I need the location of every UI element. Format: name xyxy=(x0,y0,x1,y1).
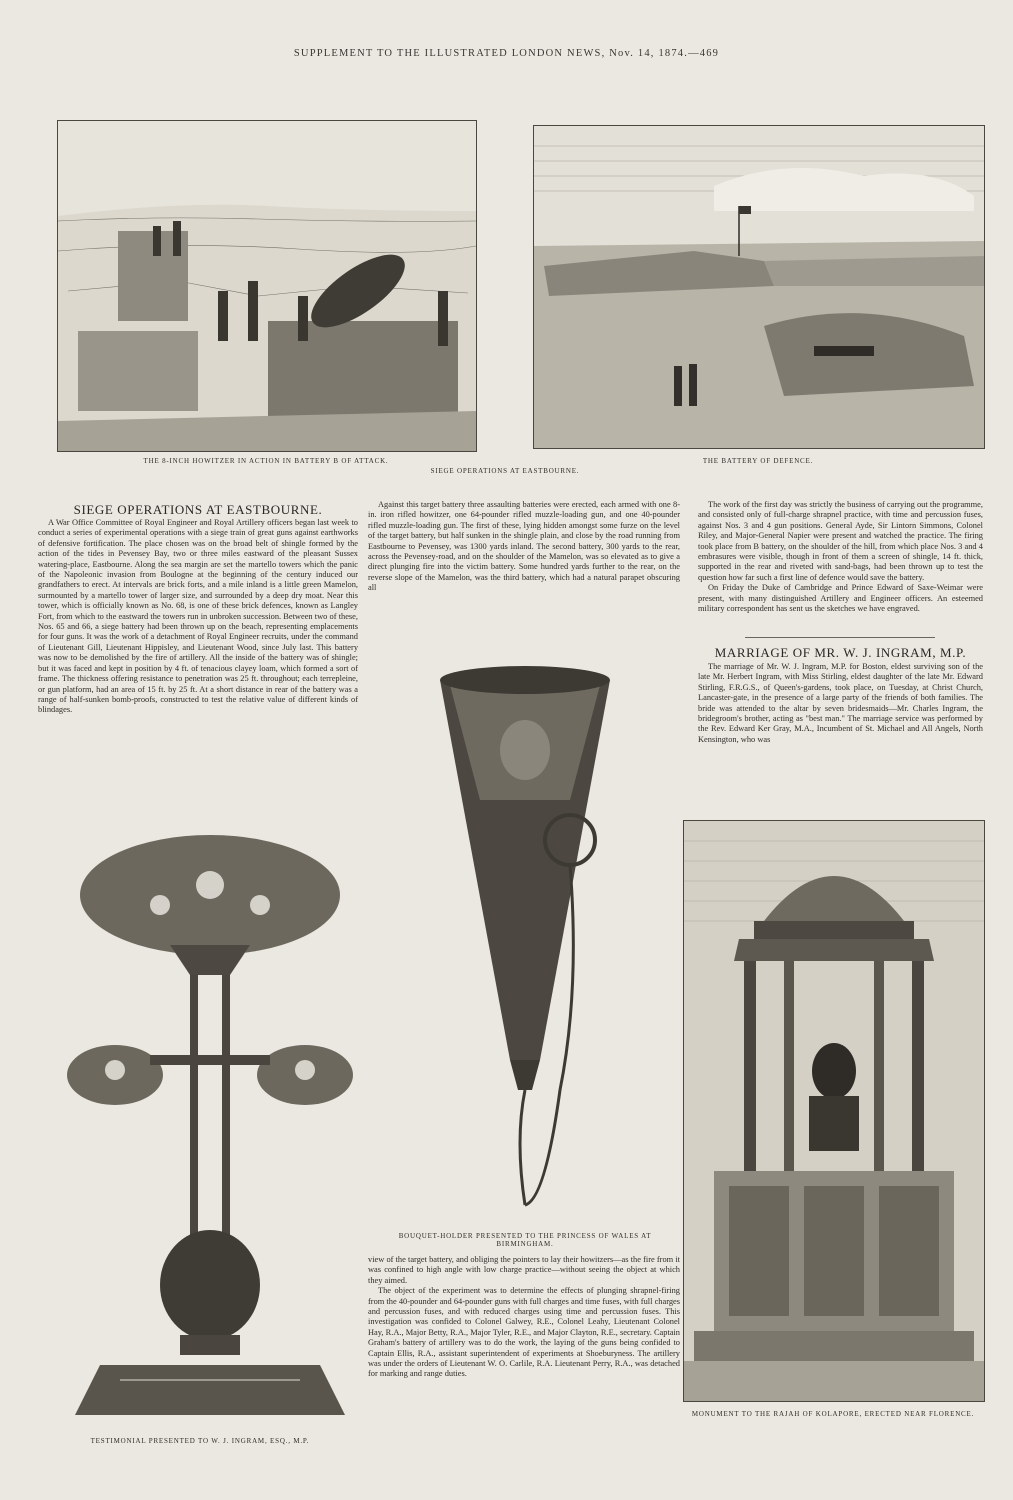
article-paragraph: Against this target battery three assaulting batteries were erected, each armed with one 8-in. iron rifled howitzer, one 64-pounder rifled muzzle-loading gun, and one 40-pounder rifled muzzle-loading gun. The first of these, lying hidden amongst some furze on the level of the target battery, but half sunken in the shingle plain, and close by the road running from Eastbourne to Pevensey, was 1300 yards inland. The second battery, 300 yards to the rear, across the Pevensey-road, and on the shoulder of the Mamelon, was so elevated as to give a direct plunging fire into the victim battery. Some hundred yards further to the rear, on the reverse slope of the Mamelon, was the third battery, which had a natural parapet obscuring all xyxy=(368,500,680,593)
siege-caption: SIEGE OPERATIONS AT EASTBOURNE. xyxy=(430,467,580,475)
bouquet-holder-engraving xyxy=(420,640,630,1220)
article-column-3 xyxy=(698,500,983,635)
article-title-marriage: MARRIAGE OF MR. W. J. INGRAM, M.P. xyxy=(714,645,967,660)
monument-caption: MONUMENT TO THE RAJAH OF KOLAPORE, ERECTED NEAR FLORENCE. xyxy=(691,1410,975,1418)
article-column-2-bottom xyxy=(368,1255,680,1455)
testimonial-caption: TESTIMONIAL PRESENTED TO W. J. INGRAM, ESQ., M.P. xyxy=(90,1437,310,1445)
testimonial-engraving xyxy=(60,825,360,1425)
article-paragraph: The marriage of Mr. W. J. Ingram, M.P. for Boston, eldest surviving son of the late Mr. Herbert Ingram, with Miss Stirling, eldest daughter of the late Mr. Edward Stirling, F.R.G.S., of Queen's-gardens, took place, on Tuesday, at Christ Church, Lancaster-gate, in the presence of a large party of the friends of both families. The bride was attended to the altar by seven bridesmaids—Mr. Charles Ingram, the bridegroom's brother, acting as "best man." The marriage service was performed by the Rev. Edward Ker Gray, M.A., Incumbent of St. Michael and All Angels, North Kensington, who was xyxy=(698,662,983,744)
article-paragraph: On Friday the Duke of Cambridge and Prince Edward of Saxe-Weimar were present, with many distinguished Artillery and Engineer officers. An esteemed military correspondent has sent us the sketches we have engraved. xyxy=(698,583,983,614)
article-column-2-top xyxy=(368,500,680,630)
page-header: SUPPLEMENT TO THE ILLUSTRATED LONDON NEWS, Nov. 14, 1874.—469 xyxy=(293,48,720,59)
article-column-marriage xyxy=(698,662,983,802)
monument-engraving xyxy=(683,820,985,1402)
defence-caption: THE BATTERY OF DEFENCE. xyxy=(702,457,814,465)
article-paragraph: view of the target battery, and obliging the pointers to lay their howitzers—as the fire from it was confined to high angle with low charge practice—without seeing the object at which they aimed. xyxy=(368,1255,680,1285)
bouquet-caption: BOUQUET-HOLDER PRESENTED TO THE PRINCESS OF WALES AT BIRMINGHAM. xyxy=(398,1232,652,1248)
article-column-1 xyxy=(38,518,358,818)
article-paragraph: A War Office Committee of Royal Engineer and Royal Artillery officers began last week to conduct a series of experimental operations with a siege train of great guns against earthworks of defensive fortification. The place chosen was on the broad belt of shingle formed by the action of the tides in Pevensey Bay, two or three miles eastward of the pleasant Sussex watering-place, Eastbourne. Along the sea margin are set the martello towers which the panic of the Napoleonic invasion from Boulogne at the beginning of the century induced our grandfathers to erect. At intervals are brick forts, and a mile inland is a little green Mamelon, surmounted by a martello tower of larger size, and surrounded by a deep dry moat. Near this tower, which is officially known as No. 68, is one of these brick defences, known as Langley Fort, from which to the eastward the towers run in unbroken succession. Between two of these, Nos. 65 and 66, a siege battery had been thrown up on the beach, representing emplacements for four guns. It was the work of a detachment of Royal Engineer recruits, under the command of Lieutenant Gill, Lieutenant Hippisley, and Lieutenant Wood, since July last. This battery was now to be demolished by the fire of artillery. All the inside of the battery was of shingle; but it was faced and kept in position by 4 ft. of tenacious clayey loam, which formed a sort of frame. The thickness offering resistance to penetration was 25 ft. throughout; each terrepleine, or gun platform, had an area of 15 ft. by 25 ft. At a short distance in rear of the battery was a range of half-sunken bomb-proofs, constructed to test the relative value of different kinds of blindages. xyxy=(38,518,358,715)
battery-of-defence-engraving xyxy=(533,125,985,449)
article-title-siege: SIEGE OPERATIONS AT EASTBOURNE. xyxy=(73,502,323,517)
howitzer-caption: THE 8-INCH HOWITZER IN ACTION IN BATTERY B OF ATTACK. xyxy=(143,457,389,465)
divider xyxy=(745,637,935,638)
article-paragraph: The work of the first day was strictly the business of carrying out the programme, and consisted only of full-charge shrapnel practice, with time and percussion fuses, against Nos. 3 and 4 gun positions. General Ayde, Sir Lintorn Simmons, Colonel Riley, and Major-General Napier were present and watched the practice. The firing took place from B battery, on the shoulder of the hill, from which place Nos. 3 and 4 embrasures were visible, though in front of them a screen of shingle, 14 ft. thick, supported in the rear and riveted with sand-bags, had been thrown up to test the question how far such a first line of defence would save the battery. xyxy=(698,500,983,582)
howitzer-engraving xyxy=(57,120,477,452)
article-paragraph: The object of the experiment was to determine the effects of plunging shrapnel-firing from the 40-pounder and 64-pounder guns with full charges and time fuses, with full charges and percussion fuses, and with reduced charges using time and percussion fuses. This investigation was confided to Colonel Galwey, R.E., Colonel Leahy, Lieutenant Colonel Hay, R.A., Major Betty, R.A., Major Tyler, R.E., and Major Clayton, R.E., secretary. Captain Graham's battery of artillery was to do the work, the laying of the guns being confided to Captain Ellis, R.A., assistant superintendent of experiments at Shoeburyness. The artillery was under the orders of Lieutenant W. O. Carlile, R.A. Lieutenant Perry, R.A., was detached for marking and range duties. xyxy=(368,1286,680,1379)
